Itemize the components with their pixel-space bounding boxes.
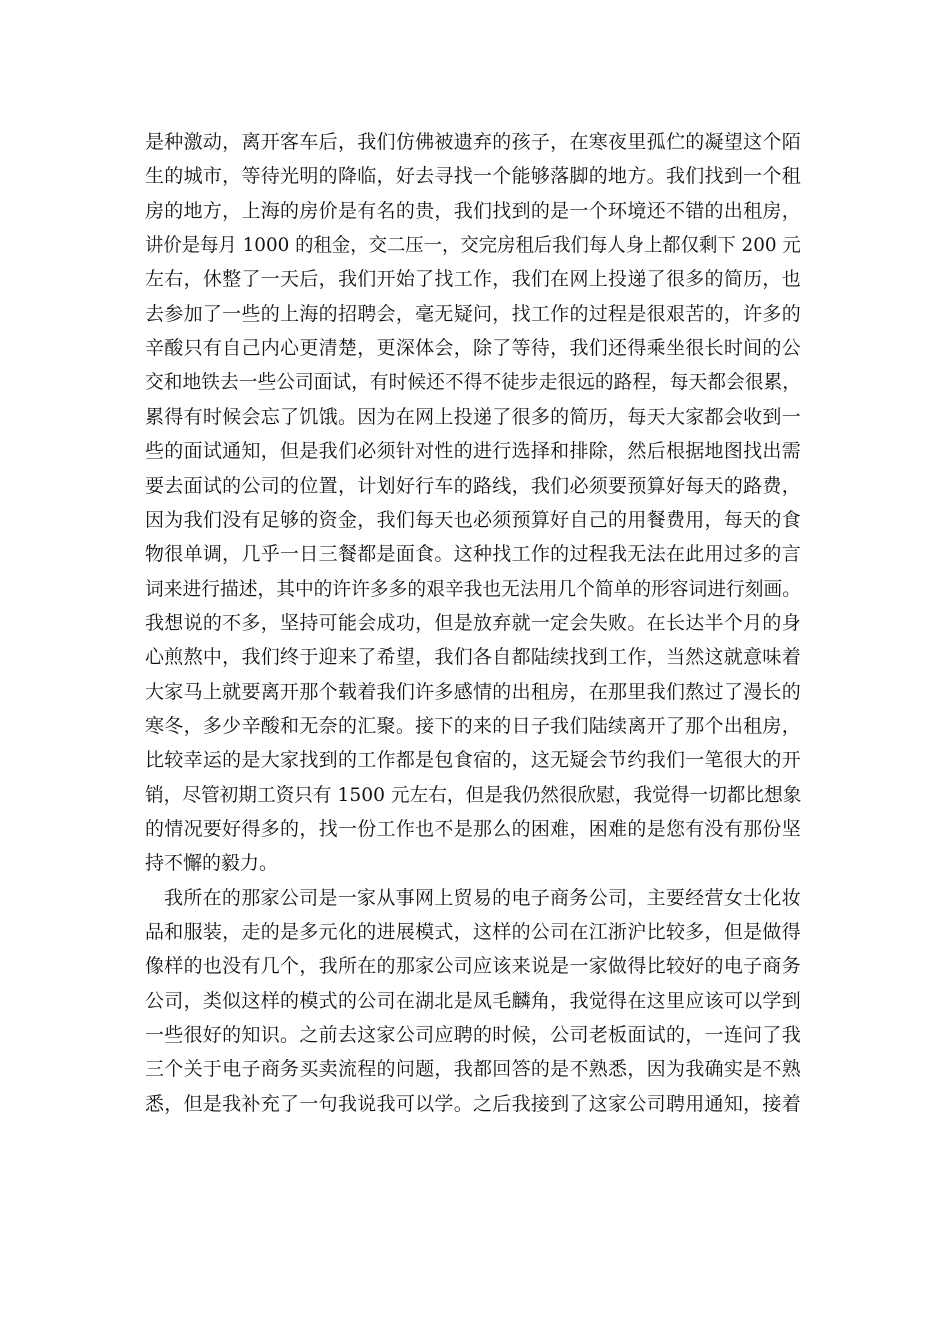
text-line: 寒冬，多少辛酸和无奈的汇聚。接下的来的日子我们陆续离开了那个出租房， [145, 714, 802, 737]
text-line: 物很单调，几乎一日三餐都是面食。这种找工作的过程我无法在此用过多的言 [145, 543, 802, 566]
text-line: 三个关于电子商务买卖流程的问题，我都回答的是不熟悉，因为我确实是不熟 [145, 1058, 802, 1081]
text-line: 销，尽管初期工资只有 1500 元左右，但是我仍然很欣慰，我觉得一切都比想象 [145, 783, 802, 806]
text-line: 我所在的那家公司是一家从事网上贸易的电子商务公司，主要经营女士化妆 [164, 886, 802, 909]
text-line: 的情况要好得多的，找一份工作也不是那么的困难，困难的是您有没有那份坚 [145, 818, 802, 840]
text-line: 词来进行描述，其中的许许多多的艰辛我也无法用几个简单的形容词进行刻画。 [145, 577, 802, 600]
text-line: 品和服装，走的是多元化的进展模式，这样的公司在江浙沪比较多，但是做得 [145, 921, 802, 944]
text-line: 辛酸只有自己内心更清楚，更深体会，除了等待，我们还得乘坐很长时间的公 [145, 337, 802, 360]
text-line: 公司，类似这样的模式的公司在湖北是凤毛麟角，我觉得在这里应该可以学到 [145, 989, 802, 1012]
text-line: 因为我们没有足够的资金，我们每天也必须预算好自己的用餐费用，每天的食 [145, 508, 802, 531]
text-line: 心煎熬中，我们终于迎来了希望，我们各自都陆续找到工作，当然这就意味着 [145, 646, 802, 669]
text-line: 累得有时候会忘了饥饿。因为在网上投递了很多的简历，每天大家都会收到一 [145, 405, 802, 428]
text-line: 悉，但是我补充了一句我说我可以学。之后我接到了这家公司聘用通知，接着 [145, 1092, 802, 1115]
text-line: 比较幸运的是大家找到的工作都是包食宿的，这无疑会节约我们一笔很大的开 [145, 749, 802, 772]
text-line: 要去面试的公司的位置，计划好行车的路线，我们必须要预算好每天的路费， [145, 474, 802, 497]
text-line: 我想说的不多，坚持可能会成功，但是放弃就一定会失败。在长达半个月的身 [145, 611, 802, 634]
text-line: 一些很好的知识。之前去这家公司应聘的时候，公司老板面试的，一连问了我 [145, 1024, 802, 1047]
text-line: 像样的也没有几个，我所在的那家公司应该来说是一家做得比较好的电子商务 [145, 955, 802, 978]
text-line: 是种激动，离开客车后，我们仿佛被遗弃的孩子，在寒夜里孤伫的凝望这个陌 [145, 131, 802, 153]
text-line: 房的地方，上海的房价是有名的贵，我们找到的是一个环境还不错的出租房， [145, 199, 802, 222]
document-body [145, 0, 805, 1344]
text-line: 讲价是每月 1000 的租金，交二压一，交完房租后我们每人身上都仅剩下 200 元 [145, 234, 801, 257]
text-line: 些的面试通知，但是我们必须针对性的进行选择和排除，然后根据地图找出需 [145, 440, 802, 463]
text-line: 左右，休整了一天后，我们开始了找工作，我们在网上投递了很多的简历，也 [145, 268, 802, 291]
text-line: 大家马上就要离开那个载着我们许多感情的出租房，在那里我们熬过了漫长的 [145, 680, 802, 703]
text-line: 去参加了一些的上海的招聘会，毫无疑问，找工作的过程是很艰苦的，许多的 [145, 302, 802, 325]
text-line: 交和地铁去一些公司面试，有时候还不得不徒步走很远的路程，每天都会很累， [145, 371, 802, 394]
text-line: 持不懈的毅力。 [145, 852, 279, 875]
text-line: 生的城市，等待光明的降临，好去寻找一个能够落脚的地方。我们找到一个租 [145, 165, 802, 188]
